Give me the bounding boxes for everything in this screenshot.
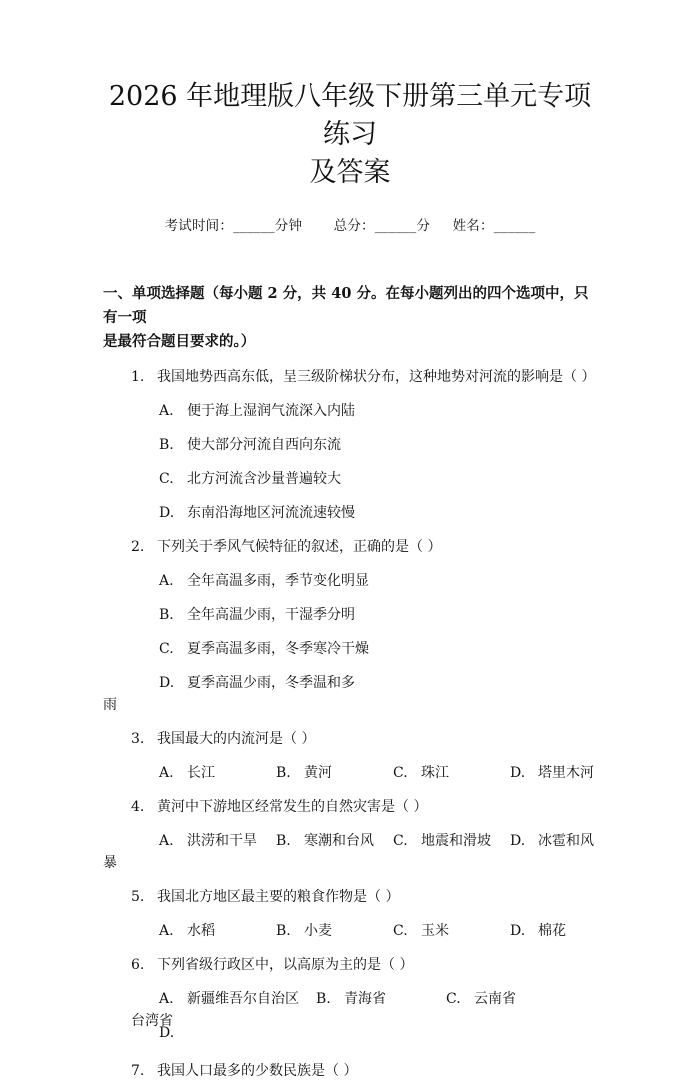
option-letter: A. bbox=[159, 991, 174, 1007]
option-text: 夏季高温多雨，冬季寒冷干燥 bbox=[187, 641, 369, 657]
question-stem: 下列关于季风气候特征的叙述，正确的是（ ） bbox=[157, 539, 442, 555]
title-line-2: 及答案 bbox=[309, 157, 391, 188]
option-text: 棉花 bbox=[538, 923, 566, 939]
question-number: 7. bbox=[131, 1063, 145, 1079]
question-number: 4. bbox=[131, 799, 145, 815]
option-letter: C. bbox=[446, 991, 461, 1007]
option-c bbox=[446, 988, 576, 1010]
option-text: 全年高温少雨，干湿季分明 bbox=[187, 607, 355, 623]
option-letter: D. bbox=[510, 833, 526, 849]
option-b bbox=[276, 762, 393, 784]
question-5 bbox=[103, 886, 597, 942]
question-1 bbox=[103, 366, 597, 524]
question-number: 5. bbox=[131, 889, 145, 905]
question-stem: 我国北方地区最主要的粮食作物是（ ） bbox=[157, 889, 400, 905]
option-letter: B. bbox=[316, 991, 331, 1007]
section-heading-line-1: 一、单项选择题（每小题 2 分，共 40 分。在每小题列出的四个选项中，只有一项 bbox=[103, 285, 589, 326]
option-text: 寒潮和台风 bbox=[304, 833, 374, 849]
option-a bbox=[159, 830, 276, 852]
option-b bbox=[276, 920, 393, 942]
time-label: 考试时间： bbox=[164, 218, 234, 234]
option-letter: C. bbox=[159, 641, 174, 657]
option-text: 长江 bbox=[187, 765, 215, 781]
option-c bbox=[393, 920, 510, 942]
option-c bbox=[159, 468, 385, 490]
option-a bbox=[159, 762, 276, 784]
option-text: 洪涝和干旱 bbox=[187, 833, 257, 849]
option-a bbox=[159, 920, 276, 942]
option-letter: C. bbox=[393, 765, 408, 781]
option-letter: D. bbox=[510, 923, 526, 939]
time-blank: ______ bbox=[233, 218, 275, 234]
section-heading-line-2: 是最符合题目要求的。） bbox=[103, 333, 256, 350]
question-stem: 下列省级行政区中，以高原为主的是（ ） bbox=[157, 957, 414, 973]
option-text: 玉米 bbox=[421, 923, 449, 939]
option-b bbox=[159, 604, 385, 626]
option-c bbox=[393, 830, 510, 852]
option-letter: B. bbox=[159, 607, 174, 623]
exam-info-line bbox=[103, 214, 597, 234]
option-b bbox=[159, 434, 385, 456]
option-d bbox=[510, 830, 594, 852]
option-text: 全年高温多雨，季节变化明显 bbox=[187, 573, 369, 589]
option-letter: D. bbox=[159, 1025, 175, 1041]
option-wrap-text: 暴 bbox=[103, 855, 117, 871]
option-text: 青海省 bbox=[344, 991, 386, 1007]
option-b bbox=[316, 988, 446, 1010]
option-text: 便于海上湿润气流深入内陆 bbox=[187, 403, 355, 419]
question-stem: 黄河中下游地区经常发生的自然灾害是（ ） bbox=[157, 799, 428, 815]
document-title bbox=[103, 78, 597, 192]
question-number: 1. bbox=[131, 369, 145, 385]
section-heading bbox=[103, 282, 597, 354]
option-letter: B. bbox=[276, 765, 291, 781]
option-c bbox=[159, 638, 385, 660]
option-text: 塔里木河 bbox=[538, 765, 594, 781]
name-blank: ______ bbox=[493, 218, 536, 234]
question-4 bbox=[103, 796, 597, 874]
option-text: 黄河 bbox=[304, 765, 332, 781]
option-text: 云南省 bbox=[474, 991, 516, 1007]
option-text: 地震和滑坡 bbox=[421, 833, 491, 849]
option-a bbox=[159, 570, 385, 592]
question-number: 2. bbox=[131, 539, 145, 555]
score-blank: ______ bbox=[374, 218, 417, 234]
question-2 bbox=[103, 536, 597, 716]
option-letter: B. bbox=[159, 437, 174, 453]
name-label: 姓名： bbox=[452, 218, 494, 234]
option-text: 使大部分河流自西向东流 bbox=[187, 437, 341, 453]
question-3 bbox=[103, 728, 597, 784]
question-stem: 我国最大的内流河是（ ） bbox=[157, 731, 316, 747]
option-text: 水稻 bbox=[187, 923, 215, 939]
score-label: 总分： bbox=[333, 218, 375, 234]
question-stem: 我国地势西高东低，呈三级阶梯状分布，这种地势对河流的影响是（ ） bbox=[157, 369, 596, 385]
option-letter: A. bbox=[159, 573, 174, 589]
time-unit: 分钟 bbox=[274, 218, 303, 234]
option-letter: D. bbox=[159, 675, 175, 691]
question-number: 6. bbox=[131, 957, 145, 973]
option-letter: C. bbox=[393, 833, 408, 849]
option-letter: A. bbox=[159, 923, 174, 939]
option-d bbox=[159, 502, 385, 524]
option-d bbox=[159, 672, 385, 694]
option-b bbox=[276, 830, 393, 852]
option-wrap-text: 台湾省 bbox=[131, 1013, 173, 1029]
option-text: 小麦 bbox=[304, 923, 332, 939]
question-7 bbox=[103, 1060, 597, 1082]
question-stem: 我国人口最多的少数民族是（ ） bbox=[157, 1063, 358, 1079]
score-unit: 分 bbox=[416, 218, 431, 234]
option-text: 珠江 bbox=[421, 765, 449, 781]
option-letter: B. bbox=[276, 923, 291, 939]
option-letter: A. bbox=[159, 403, 174, 419]
option-letter: D. bbox=[510, 765, 526, 781]
option-text: 夏季高温少雨，冬季温和多 bbox=[187, 675, 355, 691]
option-a bbox=[159, 400, 385, 422]
question-number: 3. bbox=[131, 731, 145, 747]
option-text: 北方河流含沙量普遍较大 bbox=[187, 471, 341, 487]
option-letter: A. bbox=[159, 765, 174, 781]
option-letter: A. bbox=[159, 833, 174, 849]
title-line-1: 2026 年地理版八年级下册第三单元专项练习 bbox=[108, 81, 592, 150]
option-letter: C. bbox=[159, 471, 174, 487]
option-c bbox=[393, 762, 510, 784]
option-wrap-text: 雨 bbox=[103, 697, 117, 713]
option-text: 东南沿海地区河流流速较慢 bbox=[187, 505, 355, 521]
option-text: 新疆维吾尔自治区 bbox=[187, 991, 299, 1007]
option-letter: D. bbox=[159, 505, 175, 521]
option-letter: C. bbox=[393, 923, 408, 939]
question-6 bbox=[103, 954, 597, 1044]
option-d bbox=[510, 920, 566, 942]
option-text: 冰雹和风 bbox=[538, 833, 594, 849]
option-a bbox=[159, 988, 316, 1010]
option-d bbox=[510, 762, 594, 784]
option-letter: B. bbox=[276, 833, 291, 849]
